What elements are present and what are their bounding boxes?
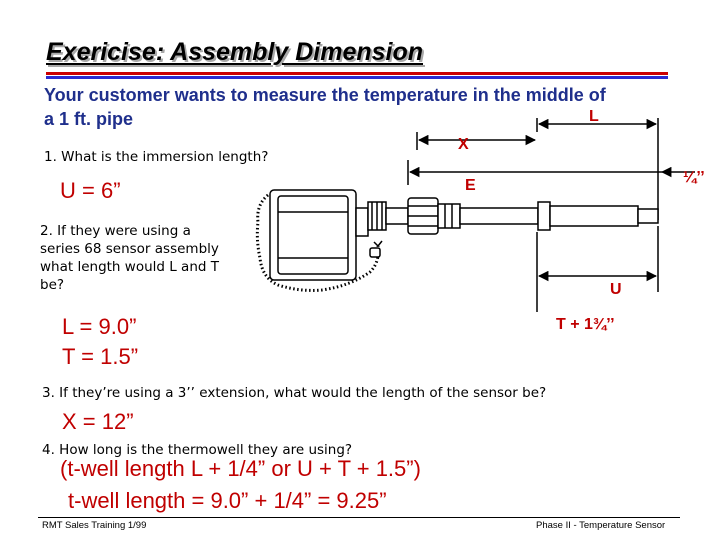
sensor-probe [550,206,658,226]
dimension-l [537,118,658,220]
label-l: L [589,108,599,125]
dimension-u [537,226,658,312]
label-t: T + 1¾’’ [556,316,615,333]
question-2-line-4: be? [40,277,65,293]
question-2-line-1: 2. If they were using a [40,223,191,239]
question-1: 1. What is the immersion length? [44,149,269,165]
intro-line-2: a 1 ft. pipe [44,109,134,129]
sensor-fittings [368,198,550,234]
label-u: U [610,281,622,298]
question-4: 4. How long is the thermowell they are using? [42,442,353,458]
answer-2-t: T = 1.5” [62,344,139,369]
question-2-line-3: what length would L and T [40,259,219,275]
intro-line-1: Your customer wants to measure the temperature in the middle of [44,85,606,105]
footer-right: Phase II - Temperature Sensor [536,520,666,531]
label-e: E [465,177,476,194]
label-x: X [458,136,469,153]
answer-4-line-1: (t-well length L + 1/4” or U + T + 1.5”) [60,456,421,481]
answer-4-line-2: t-well length = 9.0” + 1/4” = 9.25” [68,488,387,513]
answer-1: U = 6” [60,178,121,203]
sensor-head [257,190,382,290]
answer-3: X = 12” [62,409,134,434]
question-3: 3. If they’re using a 3’’ extension, what would the length of the sensor be? [42,385,547,401]
footer-left: RMT Sales Training 1/99 [42,520,147,531]
label-quarter: ¼’’ [683,169,705,186]
answer-2-l: L = 9.0” [62,314,137,339]
slide-title: Exericise: Assembly Dimension [46,38,424,66]
footer-rule [38,517,680,518]
question-2-line-2: series 68 sensor assembly [40,241,219,257]
dimension-x [417,132,535,150]
dimension-e [408,160,695,185]
